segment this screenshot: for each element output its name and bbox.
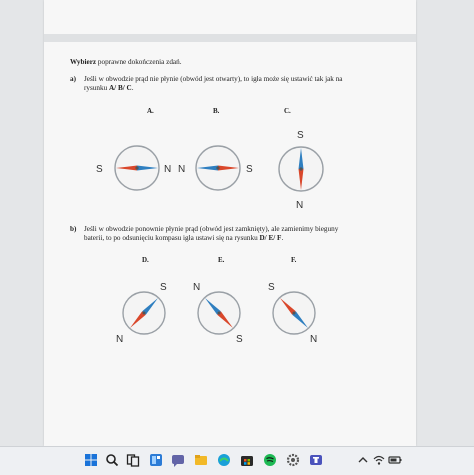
question-a-marker: a) [70, 75, 76, 83]
compass-c-pivot [299, 167, 302, 170]
compass-b-right-pole: S [246, 164, 253, 175]
compass-a-left-pole: S [96, 164, 103, 175]
label-b: B. [213, 107, 220, 115]
wifi-icon[interactable] [372, 453, 386, 467]
question-b-line2-suffix: . [281, 234, 284, 242]
edge-icon[interactable] [217, 453, 231, 467]
compass-b-left-pole: N [178, 164, 186, 175]
windows-start-icon[interactable] [84, 453, 98, 467]
compass-f-bottom-pole: N [310, 334, 318, 345]
question-b-options: D/ E/ F [259, 234, 282, 242]
instruction [70, 58, 182, 67]
label-d: D. [142, 256, 149, 264]
compass-a [94, 138, 184, 198]
battery-icon[interactable] [388, 453, 402, 467]
label-c: C. [284, 107, 291, 115]
chat-icon[interactable] [171, 453, 185, 467]
settings-icon[interactable] [286, 453, 300, 467]
question-b-marker: b) [70, 225, 77, 233]
question-a-line2-suffix: . [131, 84, 134, 92]
compass-b [176, 138, 266, 198]
chevron-up-icon[interactable] [356, 453, 370, 467]
question-a-line1: Jeśli w obwodzie prąd nie płynie (obwód jest otwarty), to igła może się ustawić tak jak na [84, 75, 343, 83]
store-icon[interactable] [240, 453, 254, 467]
compass-c [272, 126, 332, 212]
compass-e [183, 276, 259, 346]
compass-d [108, 276, 184, 346]
file-explorer-icon[interactable] [194, 453, 208, 467]
question-b-line2 [84, 234, 283, 243]
task-view-icon[interactable] [126, 453, 140, 467]
question-b-line2-prefix: baterii, to po odsunięciu kompasu igła ustawi się na rysunku [84, 234, 260, 242]
compass-c-bottom-pole: N [296, 200, 304, 211]
question-a-options: A/ B/ C [108, 84, 132, 92]
label-f: F. [291, 256, 297, 264]
compass-a-pivot [135, 166, 138, 169]
compass-e-pivot [218, 312, 221, 315]
instruction-bold: Wybierz [70, 58, 97, 66]
compass-a-right-pole: N [164, 164, 172, 175]
widgets-icon[interactable] [149, 453, 163, 467]
question-a-line2-prefix: rysunku [84, 84, 109, 92]
compass-b-pivot [216, 166, 219, 169]
label-a: A. [147, 107, 154, 115]
compass-d-pivot [143, 312, 146, 315]
compass-d-top-pole: S [160, 282, 167, 293]
page-separator [44, 34, 416, 42]
taskbar [0, 446, 474, 475]
compass-d-bottom-pole: N [116, 334, 124, 345]
compass-e-bottom-pole: S [236, 334, 243, 345]
compass-e-top-pole: N [193, 282, 201, 293]
label-e: E. [218, 256, 225, 264]
instruction-rest: poprawne dokończenia zdań. [96, 58, 182, 66]
compass-f [258, 276, 334, 346]
compass-c-top-pole: S [297, 130, 304, 141]
compass-f-top-pole: S [268, 282, 275, 293]
question-a-line2 [84, 84, 134, 93]
question-b-line1: Jeśli w obwodzie ponownie płynie prąd (obwód jest zamknięty), ale zamienimy bieguny [84, 225, 339, 233]
spotify-icon[interactable] [263, 453, 277, 467]
search-icon[interactable] [105, 453, 119, 467]
teams-icon[interactable] [309, 453, 323, 467]
compass-f-pivot [293, 312, 296, 315]
